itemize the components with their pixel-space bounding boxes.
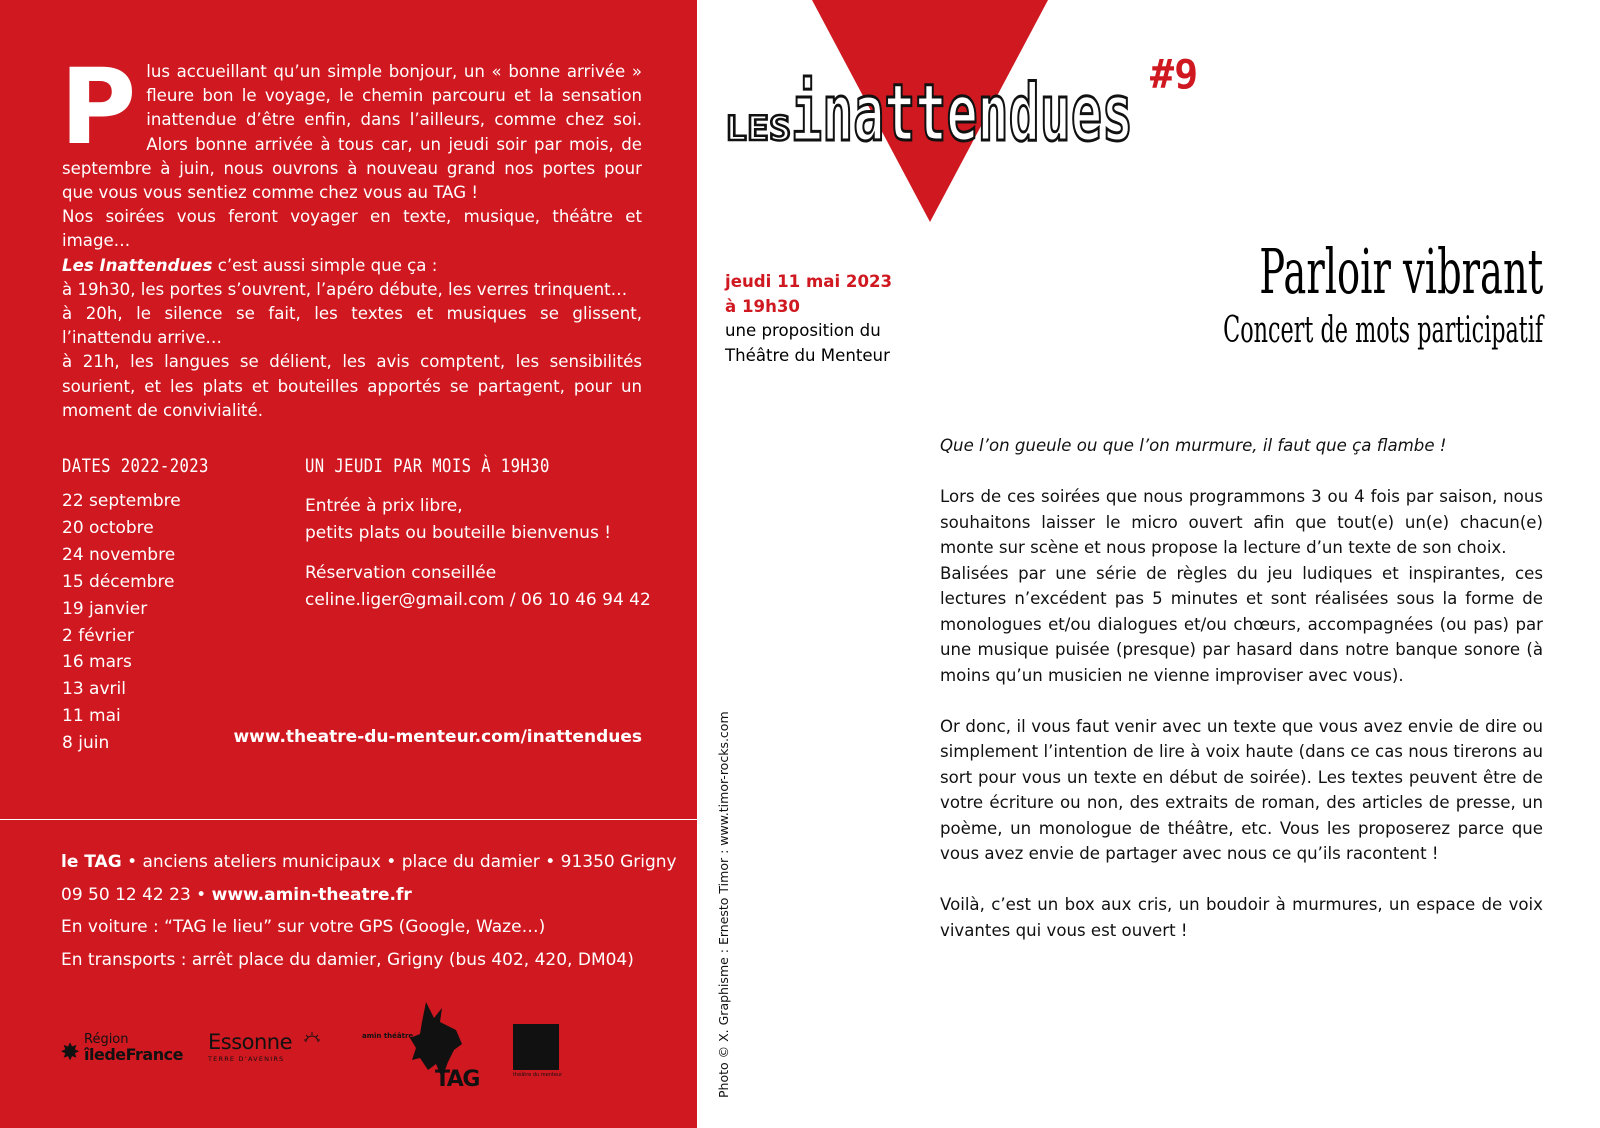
venue-footer [61,846,681,976]
event-date: jeudi 11 mai 2023 [725,272,893,291]
idf-logo-line1: Région [84,1032,129,1047]
dropcap: P [60,46,137,168]
sun-icon [304,1030,320,1052]
venue-address [61,846,681,879]
show-description [940,433,1543,943]
event-company: Théâtre du Menteur [725,345,890,365]
dates-heading: DATES 2022-2023 [62,455,209,477]
contact-line[interactable]: celine.liger@gmail.com / 06 10 46 94 42 [305,589,651,610]
divider [0,819,697,820]
directions-transport: En transports : arrêt place du damier, Grigny (bus 402, 420, DM04) [61,949,634,970]
description-paragraph-2: Balisées par une série de règles du jeu ludiques et inspirantes, ces lectures n’excédent pas 5 minutes et sont réalisées sous la forme de monologues et/ou dialogues et/ou chœurs, accompagnées (ou pas) par une musique puisée (presque) par hasard dans notre banque sonore (à moins qu’un musicien ne vienne improviser avec vous). [940,563,1543,685]
date-item: 13 avril [62,679,126,700]
tag-logo-text: TAG [435,1067,479,1092]
edition-number: #9 [1150,52,1199,98]
intro-line-20h: à 20h, le silence se fait, les textes et musiques se glissent, l’inattendu arrive… [62,304,642,348]
event-time: à 19h30 [725,296,800,316]
venue-sep: • [190,884,212,905]
food-line: petits plats ou bouteille bienvenus ! [305,522,612,543]
description-paragraph-4: Voilà, c’est un box aux cris, un boudoir à murmures, un espace de voix vivantes qui vous est ouvert ! [940,895,1543,940]
venue-address-text: • anciens ateliers municipaux • place du damier • 91350 Grigny [121,852,677,872]
show-title: Parloir vibrant [1259,235,1543,308]
tdm-logo-sub: théâtre du menteur [513,1072,563,1078]
intro-paragraph-2: Nos soirées vous feront voyager en texte, musique, théâtre et image… [62,207,642,251]
intro-paragraph-1: lus accueillant qu’un simple bonjour, un « bonne arrivée » fleure bon le voyage, le chemin parcouru et la sensation inattendue d’être enfin, dans l’ailleurs, comme chez soi. Alors bonne arrivée à tous car, un jeudi soir par mois, de septembre à juin, nous ouvrons à nouveau grand nos portes pour que vous vous sentiez comme chez vous au TAG ! [62,62,642,203]
brand-rest: c’est aussi simple que ça : [212,255,438,275]
star-icon: ✸ [60,1038,81,1066]
description-paragraph-1: Lors de ces soirées que nous programmons 3 ou 4 fois par saison, nous souhaitons laisser le micro ouvert afin que tout(e) un(e) chacun(e) monte sur scène et nous propose la lecture d’un texte de son choix. [940,487,1543,557]
date-item: 16 mars [62,652,132,673]
venue-contact [61,879,681,912]
idf-logo-line2: îledeFrance [84,1045,183,1064]
event-info [725,270,892,368]
directions-car: En voiture : “TAG le lieu” sur votre GPS (Google, Waze…) [61,917,546,937]
show-subtitle: Concert de mots participatif [1222,310,1543,351]
photo-credit: Photo © X. Graphisme : Ernesto Timor : www.timor-rocks.com [716,711,731,1098]
essonne-logo [208,1030,292,1063]
dates-list [62,488,282,757]
venue-name: le TAG [61,852,122,872]
amin-tag-logo [362,1000,492,1100]
event-proposal: une proposition du [725,321,881,340]
price-line: Entrée à prix libre, [305,496,463,516]
logo-les-text: LES [725,109,791,149]
left-panel [0,0,697,1128]
date-item: 2 février [62,625,134,646]
info-heading: UN JEUDI PAR MOIS À 19H30 [305,455,550,477]
essonne-logo-sub: TERRE D’AVENIRS [208,1055,285,1063]
date-item: 15 décembre [62,571,175,592]
info-column [305,455,665,613]
show-title-block [1027,236,1543,352]
intro-line-21h: à 21h, les langues se délient, les avis comptent, les sensibilités sourient, et les plats et bouteilles apportés se partagent, pour un moment de convivialité. [62,352,642,420]
intro-brand-line [62,254,642,278]
date-item: 22 septembre [62,491,181,511]
essonne-logo-word: Essonne [208,1030,293,1054]
intro-text [60,46,642,423]
dates-column [62,455,282,757]
tagline: Que l’on gueule ou que l’on murmure, il faut que ça flambe ! [940,436,1447,455]
inattendues-logo-art [723,46,1143,156]
partner-logos [60,1000,580,1110]
tdm-logo-mark [513,1024,559,1070]
logo-inattendues-text: inattendues [791,69,1133,156]
website-link[interactable]: www.theatre-du-menteur.com/inattendues [233,727,642,747]
venue-site-link[interactable]: www.amin-theatre.fr [211,884,412,905]
amin-logo-text: amin théâtre [362,1032,414,1040]
date-item: 24 novembre [62,544,176,565]
date-item: 20 octobre [62,517,154,538]
description-paragraph-3: Or donc, il vous faut venir avec un texte que vous avez envie de dire ou simplement l’intention de lire à voix haute (dans ce cas nous tirerons au sort pour vous un texte en début de soirée). Les textes peuvent être de votre écriture ou non, des extraits de roman, des articles de presse, un poème, un monologue de théâtre, etc. Vous les proposerez parce que vous avez envie de partager avec nous ce qu’ils racontent ! [940,716,1543,863]
intro-line-1930: à 19h30, les portes s’ouvrent, l’apéro débute, les verres trinquent… [62,279,628,299]
theatre-du-menteur-logo [513,1024,563,1080]
reservation-line: Réservation conseillée [305,563,497,583]
date-item: 19 janvier [62,598,148,619]
date-item: 11 mai [62,706,121,727]
venue-phone: 09 50 12 42 23 [61,884,191,905]
date-item: 8 juin [62,733,110,754]
brand-name: Les Inattendues [62,255,213,275]
